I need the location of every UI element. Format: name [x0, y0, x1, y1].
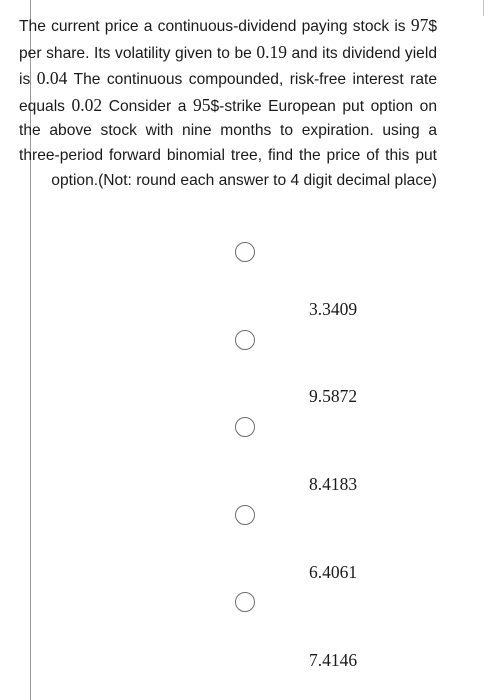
- question-part-4: The continuous compounded, risk-free interest rate equals: [19, 71, 437, 115]
- scrollbar-edge: [483, 0, 484, 16]
- answer-option-label[interactable]: 3.3409: [309, 299, 358, 319]
- question-part-1: The current price a continuous-dividend paying stock is: [19, 18, 411, 35]
- radio-button-icon[interactable]: [235, 592, 255, 612]
- answer-option-3[interactable]: [0, 415, 502, 494]
- stock-price: 97: [410, 15, 429, 35]
- question-part-3: and its dividend yield is: [19, 44, 437, 89]
- dividend-yield-value: 0.04: [36, 68, 68, 89]
- answer-option-label[interactable]: 8.4183: [309, 474, 358, 494]
- question-part-5: Consider a: [102, 97, 193, 115]
- question-text: [19, 13, 437, 193]
- radio-button-icon[interactable]: [235, 330, 255, 350]
- answer-option-label[interactable]: 9.5872: [309, 386, 358, 406]
- radio-button-icon[interactable]: [235, 417, 255, 437]
- question-part-2: $ per share. Its volatility given to be: [19, 18, 437, 62]
- question-part-6: $-strike European put option on the above stock with nine months to expiration. using a three-period forward binomial tree, find the price of this put option.(Not: round each answer to 4 digit decimal place): [19, 97, 437, 189]
- answer-option-1[interactable]: [0, 240, 502, 319]
- answer-option-2[interactable]: [0, 328, 502, 406]
- radio-button-icon[interactable]: [235, 242, 255, 262]
- volatility-value: 0.19: [256, 41, 287, 62]
- answer-option-label[interactable]: 6.4061: [309, 562, 358, 582]
- interest-rate-value: 0.02: [71, 94, 103, 115]
- answer-option-4[interactable]: [0, 503, 502, 582]
- answer-option-5[interactable]: [0, 590, 502, 670]
- radio-button-icon[interactable]: [235, 505, 255, 525]
- answer-option-label[interactable]: 7.4146: [309, 650, 358, 670]
- strike-value: 95: [192, 94, 211, 115]
